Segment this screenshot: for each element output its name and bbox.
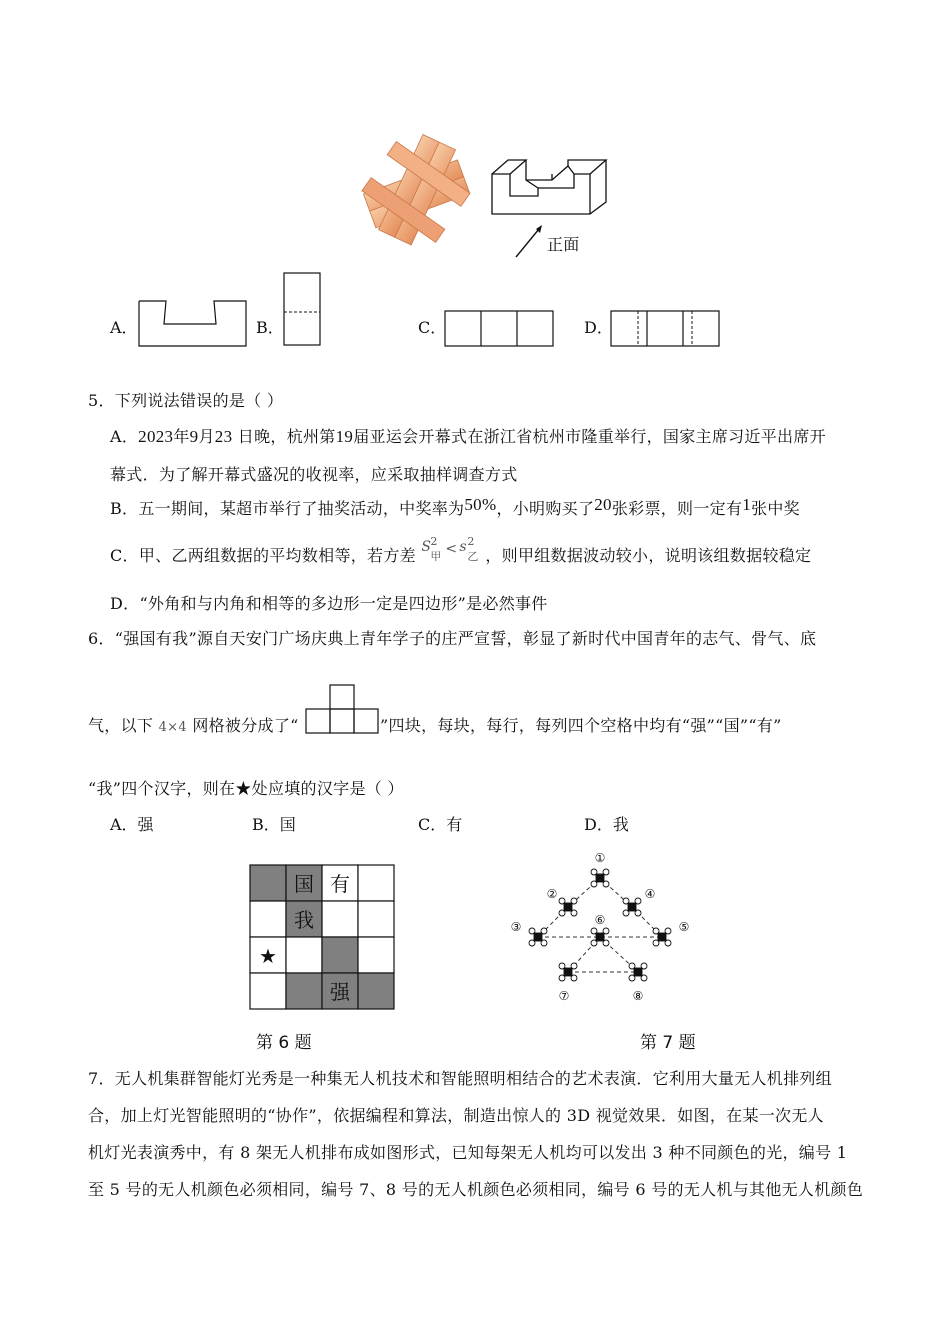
day-value: 23	[214, 427, 233, 446]
q7-line4: 至 5 号的无人机颜色必须相同，编号 7、8 号的无人机颜色必须相同，编号 6 号的无人机与其他无人机颜色	[88, 1180, 864, 1199]
q6-option-b[interactable]: B．国	[252, 815, 296, 834]
drone-1	[591, 869, 609, 887]
q7-drone-formation	[500, 848, 700, 1008]
q6-line2-text-c: ”四块，每块，每行，每列四个空格中均有“强”“国”“有”	[380, 716, 782, 735]
drone-2	[559, 898, 577, 916]
win-rate: 50%	[464, 495, 497, 514]
q6-grid-figure	[249, 864, 397, 1010]
q6-caption: 第 6 题	[256, 1033, 312, 1053]
drone-label-4: ④	[644, 887, 656, 901]
drone-4	[623, 898, 641, 916]
q5-option-d-label: D．	[110, 594, 140, 613]
q4-option-a-label: A．	[110, 318, 138, 337]
grid-size: 4×4	[158, 720, 187, 735]
drone-label-3: ③	[510, 920, 522, 934]
q6-line2-text-a: 气，以下	[88, 716, 154, 735]
u-block-solid	[486, 156, 612, 222]
grid-char-guo: 国	[294, 872, 314, 896]
drone-label-8: ⑧	[632, 989, 644, 1003]
wooden-puzzle-image	[356, 132, 476, 252]
q4-option-a-figure[interactable]	[138, 300, 248, 348]
one-value: 1	[742, 495, 752, 514]
q5-option-d	[110, 591, 548, 614]
variance-sub1: 甲	[430, 549, 442, 563]
arrow-icon	[512, 222, 546, 260]
q7-caption: 第 7 题	[640, 1033, 696, 1053]
variance-formula	[421, 534, 485, 567]
drone-7	[559, 963, 577, 981]
q6-line3: “我”四个汉字，则在★处应填的汉字是（ ）	[88, 779, 404, 798]
front-label: 正面	[547, 235, 580, 254]
drone-label-2: ②	[546, 887, 558, 901]
t-tetromino-shape	[305, 684, 379, 736]
q7-line3: 机灯光表演秀中，有 8 架无人机排布成如图形式，已知每架无人机均可以发出 3 种不同颜色的光，编号 1	[88, 1143, 848, 1162]
q5-option-c-label: C．	[110, 546, 139, 565]
q6-line2-text-b: 网格被分成了“	[192, 716, 299, 735]
q7-line2: 合，加上灯光智能照明的“协作”，依据编程和算法，制造出惊人的 3D 视觉效果．如图，在某一次无人	[88, 1106, 824, 1125]
drone-label-6: ⑥	[594, 913, 606, 927]
q6-line1: 6．“强国有我”源自天安门广场庆典上青年学子的庄严宣誓，彰显了新时代中国青年的志气、骨气、底	[88, 629, 817, 648]
q5-option-c-text2: ，则甲组数据波动较小，说明该组数据较稳定	[485, 546, 812, 565]
q6-line2	[88, 713, 299, 736]
q5-option-b-text1: 五一期间，某超市举行了抽奖活动，中奖率为	[138, 499, 465, 518]
variance-sup2: 2	[467, 534, 475, 548]
month-unit: 月	[198, 427, 215, 446]
q5-option-b	[110, 496, 800, 519]
q5-option-d-text: “外角和与内角和相等的多边形一定是四边形”是必然事件	[139, 594, 548, 613]
q5-option-b-label: B．	[110, 499, 139, 518]
month-value: 9	[189, 427, 199, 446]
q5-option-b-text4: 张中奖	[751, 499, 800, 518]
q5-option-c	[110, 534, 812, 567]
grid-char-you: 有	[330, 872, 350, 896]
q5-option-a-label: A．	[110, 427, 139, 446]
q5-option-c-text1: 甲、乙两组数据的平均数相等，若方差	[138, 546, 416, 565]
variance-sup1: 2	[430, 534, 438, 548]
drone-6	[591, 928, 609, 946]
q5-option-a-text2: 届亚运会开幕式在浙江省杭州市隆重举行，国家主席习近平出席开	[353, 427, 826, 446]
grid-char-wo: 我	[294, 908, 314, 932]
drone-label-5: ⑤	[678, 920, 690, 934]
drone-label-7: ⑦	[558, 989, 570, 1003]
ticket-count: 20	[594, 495, 612, 514]
year-unit: 年	[173, 427, 190, 446]
variance-s2: s	[459, 538, 467, 555]
q4-option-d-label: D．	[584, 318, 613, 337]
q7-line1: 7．无人机集群智能灯光秀是一种集无人机技术和智能照明相结合的艺术表演．它利用大量无人机排列组	[88, 1069, 832, 1088]
q5-stem: 5．下列说法错误的是（ ）	[88, 391, 284, 410]
less-than: <	[445, 540, 458, 557]
variance-sub2: 乙	[467, 549, 479, 563]
q6-option-c[interactable]: C．有	[418, 815, 463, 834]
drone-5	[653, 928, 671, 946]
q4-option-b-figure[interactable]	[283, 272, 323, 348]
q6-option-a[interactable]: A．强	[110, 815, 154, 834]
q5-option-a-line1	[110, 424, 826, 447]
q6-option-d[interactable]: D．我	[584, 815, 629, 834]
q4-option-d-figure[interactable]	[610, 310, 722, 348]
q4-option-c-figure[interactable]	[444, 310, 556, 348]
q5-option-a-text1: 日晚，杭州第	[237, 427, 336, 446]
drone-label-1: ①	[594, 851, 606, 865]
edition-value: 19	[335, 427, 354, 446]
year-value: 2023	[138, 427, 174, 446]
q4-option-c-label: C．	[418, 318, 447, 337]
q5-option-b-text3: 张彩票，则一定有	[611, 499, 743, 518]
q5-option-a-line2: 幕式．为了解开幕式盛况的收视率，应采取抽样调查方式	[110, 465, 518, 484]
q4-option-b-label: B．	[256, 318, 284, 337]
grid-char-qiang: 强	[330, 980, 350, 1004]
variance-s1: S	[421, 538, 432, 555]
q5-option-b-text2: ，小明购买了	[496, 499, 595, 518]
star-icon: ★	[259, 944, 277, 968]
drone-3	[529, 928, 547, 946]
